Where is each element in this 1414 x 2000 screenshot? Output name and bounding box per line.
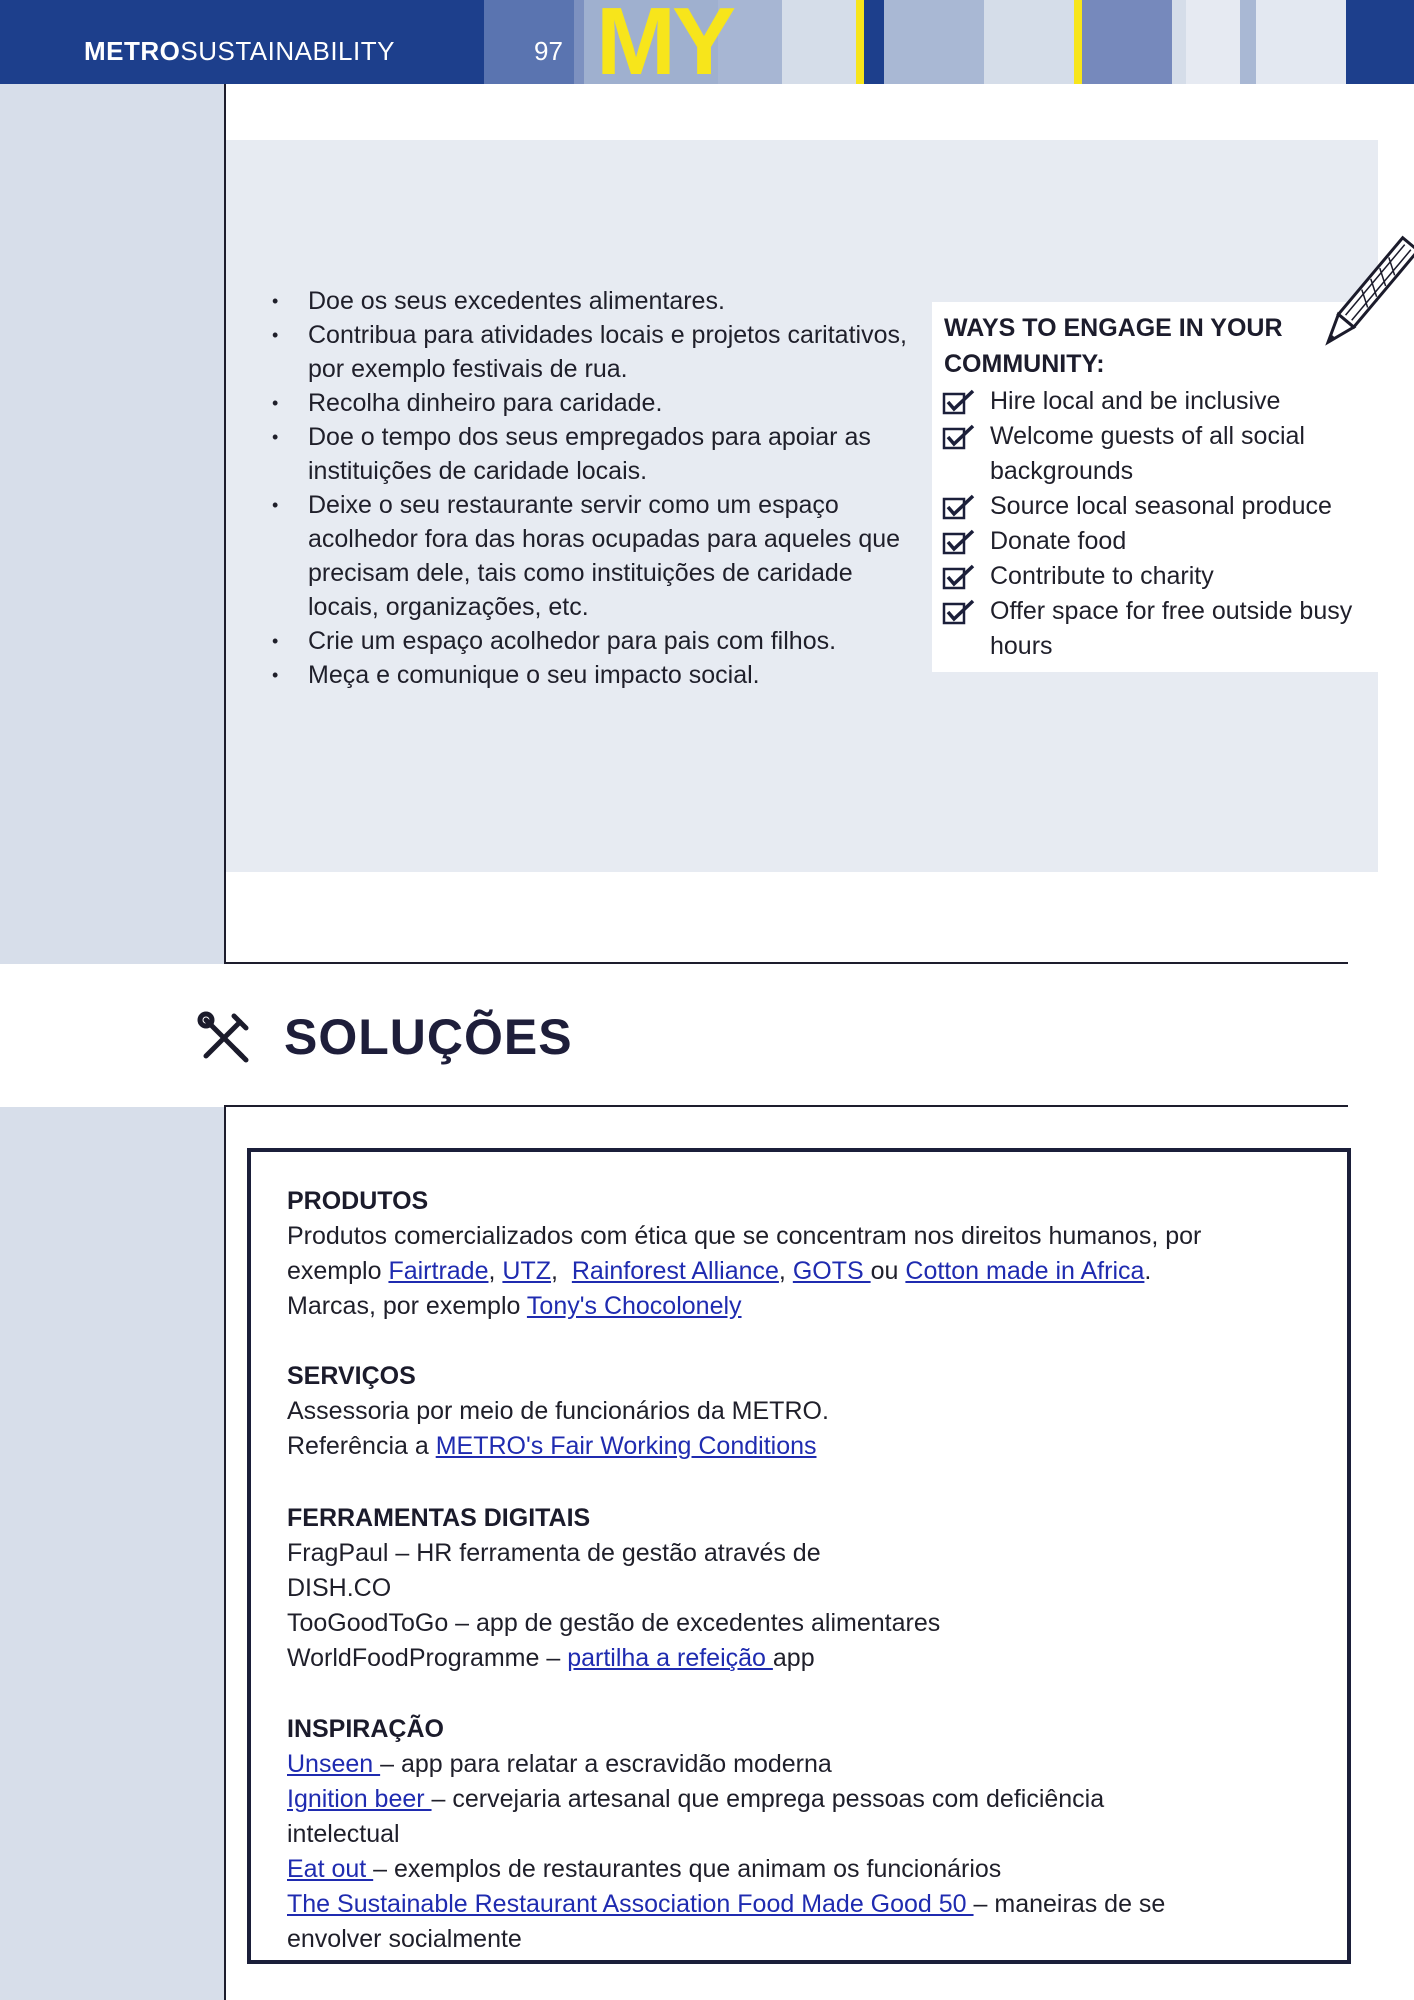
link-gots[interactable]: GOTS (792, 1257, 871, 1285)
brand-metro: METRO (84, 36, 181, 66)
checkbox-checked-icon (942, 528, 976, 556)
text-span: ou (870, 1257, 906, 1285)
engage-item-label: Source local seasonal produce (990, 492, 1332, 520)
link-tonys-chocolonely[interactable]: Tony's Chocolonely (526, 1292, 742, 1320)
list-item: • Contribua para atividades locais e projetos caritativos, por exemplo festivais de rua. (272, 318, 912, 386)
produtos-line2 (287, 1254, 1307, 1289)
text-span: exemplo (287, 1257, 389, 1285)
link-fair-working-conditions[interactable]: METRO's Fair Working Conditions (435, 1432, 817, 1460)
text-span: . (1144, 1257, 1152, 1285)
header-stripe (864, 0, 884, 84)
text-span: – exemplos de restaurantes que animam os funcionários (373, 1855, 1002, 1883)
pencil-icon (1318, 232, 1414, 362)
list-item (942, 559, 1362, 594)
solutions-box (247, 1148, 1351, 1964)
list-item: • Recolha dinheiro para caridade. (272, 386, 912, 420)
link-cotton-made-in-africa[interactable]: Cotton made in Africa (905, 1257, 1145, 1285)
text-span: – app para relatar a escravidão moderna (380, 1750, 832, 1778)
tools-icon (196, 1010, 252, 1066)
page-number: 97 (534, 36, 563, 66)
header-stripe (782, 0, 856, 84)
brand-title (84, 36, 395, 67)
header-stripe (574, 0, 584, 84)
list-item (942, 594, 1362, 664)
list-item: • Doe o tempo dos seus empregados para apoiar as instituições de caridade locais. (272, 420, 912, 488)
inspiracao-line6: envolver socialmente (287, 1925, 522, 1953)
text-span: , (778, 1257, 793, 1285)
list-item (942, 524, 1362, 559)
header-stripe (856, 0, 864, 84)
engage-card (932, 302, 1378, 672)
list-item: • Crie um espaço acolhedor para pais com filhos. (272, 624, 912, 658)
inspiracao-line4 (287, 1852, 1307, 1887)
checkbox-checked-icon (942, 598, 976, 626)
brand-sustainability: SUSTAINABILITY (180, 36, 395, 66)
produtos-line1: Produtos comercializados com ética que se concentram nos direitos humanos, por (287, 1222, 1202, 1250)
header-stripe (1074, 0, 1082, 84)
tips-list (272, 284, 912, 692)
link-unseen[interactable]: Unseen (287, 1750, 381, 1778)
header-deco-letters: MY (596, 0, 732, 84)
divider-horizontal-2 (224, 1105, 1348, 1107)
link-fairtrade[interactable]: Fairtrade (388, 1257, 489, 1285)
link-eat-out[interactable]: Eat out (287, 1855, 374, 1883)
engage-title: WAYS TO ENGAGE IN YOUR COMMUNITY: (944, 314, 1283, 378)
text-span: – cervejaria artesanal que emprega pessoas com deficiência (431, 1785, 1105, 1813)
link-ignition-beer[interactable]: Ignition beer (287, 1785, 432, 1813)
text-span: Referência a (287, 1432, 436, 1460)
list-item: • Deixe o seu restaurante servir como um espaço acolhedor fora das horas ocupadas para aqueles que precisam dele, tais como instituições de caridade locais, organizações, etc. (272, 488, 912, 624)
section-ferramentas (287, 1501, 1307, 1676)
side-panel-bottom (0, 1107, 224, 2000)
section-heading: FERRAMENTAS DIGITAIS (287, 1504, 591, 1532)
section-heading: INSPIRAÇÃO (287, 1715, 444, 1743)
text-span: – maneiras de se (973, 1890, 1166, 1918)
text-span: , (488, 1257, 503, 1285)
header-stripe (984, 0, 1074, 84)
checkbox-checked-icon (942, 563, 976, 591)
ferramentas-line3: TooGoodToGo – app de gestão de excedentes alimentares (287, 1609, 941, 1637)
list-item (942, 384, 1362, 419)
list-item: • Meça e comunique o seu impacto social. (272, 658, 912, 692)
inspiracao-line3: intelectual (287, 1820, 400, 1848)
link-rainforest-alliance[interactable]: Rainforest Alliance (571, 1257, 779, 1285)
header-stripe (1186, 0, 1240, 84)
link-food-made-good-50[interactable]: The Sustainable Restaurant Association Food Made Good 50 (287, 1890, 974, 1918)
link-utz[interactable]: UTZ (502, 1257, 552, 1285)
ferramentas-line1: FragPaul – HR ferramenta de gestão através de (287, 1539, 821, 1567)
section-inspiracao (287, 1712, 1307, 1957)
section-produtos (287, 1184, 1307, 1324)
link-partilha-a-refeicao[interactable]: partilha a refeição (567, 1644, 773, 1672)
servicos-line2 (287, 1429, 1307, 1464)
header-stripe (884, 0, 984, 84)
ferramentas-line2: DISH.CO (287, 1574, 392, 1602)
page-header (0, 0, 1414, 84)
header-stripe (1240, 0, 1256, 84)
inspiracao-line5 (287, 1887, 1307, 1922)
list-item (942, 419, 1362, 489)
header-stripe (1256, 0, 1346, 84)
servicos-line1: Assessoria por meio de funcionários da METRO. (287, 1397, 829, 1425)
engage-item-label: Donate food (990, 527, 1127, 555)
solutions-title: SOLUÇÕES (284, 1009, 573, 1065)
inspiracao-line1 (287, 1747, 1307, 1782)
text-span: app (772, 1644, 815, 1672)
divider-horizontal-1 (224, 962, 1348, 964)
section-servicos (287, 1359, 1307, 1464)
header-stripe (1172, 0, 1186, 84)
section-heading: SERVIÇOS (287, 1362, 416, 1390)
ferramentas-line4 (287, 1641, 1307, 1676)
checkbox-checked-icon (942, 423, 976, 451)
list-item: • Doe os seus excedentes alimentares. (272, 284, 912, 318)
engage-item-label: Hire local and be inclusive (990, 387, 1281, 415)
text-span: WorldFoodProgramme – (287, 1644, 568, 1672)
engage-list (942, 384, 1362, 664)
text-span: , (551, 1257, 572, 1285)
produtos-line3 (287, 1289, 1307, 1324)
list-item (942, 489, 1362, 524)
header-stripe (1082, 0, 1172, 84)
checkbox-checked-icon (942, 388, 976, 416)
side-panel-top (0, 84, 224, 964)
text-span: Marcas, por exemplo (287, 1292, 527, 1320)
engage-item-label: Welcome guests of all social backgrounds (990, 422, 1305, 485)
engage-item-label: Offer space for free outside busy hours (990, 597, 1353, 660)
divider-vertical-bottom (224, 1107, 226, 2000)
section-heading: PRODUTOS (287, 1187, 429, 1215)
inspiracao-line2 (287, 1782, 1307, 1817)
checkbox-checked-icon (942, 493, 976, 521)
engage-item-label: Contribute to charity (990, 562, 1214, 590)
